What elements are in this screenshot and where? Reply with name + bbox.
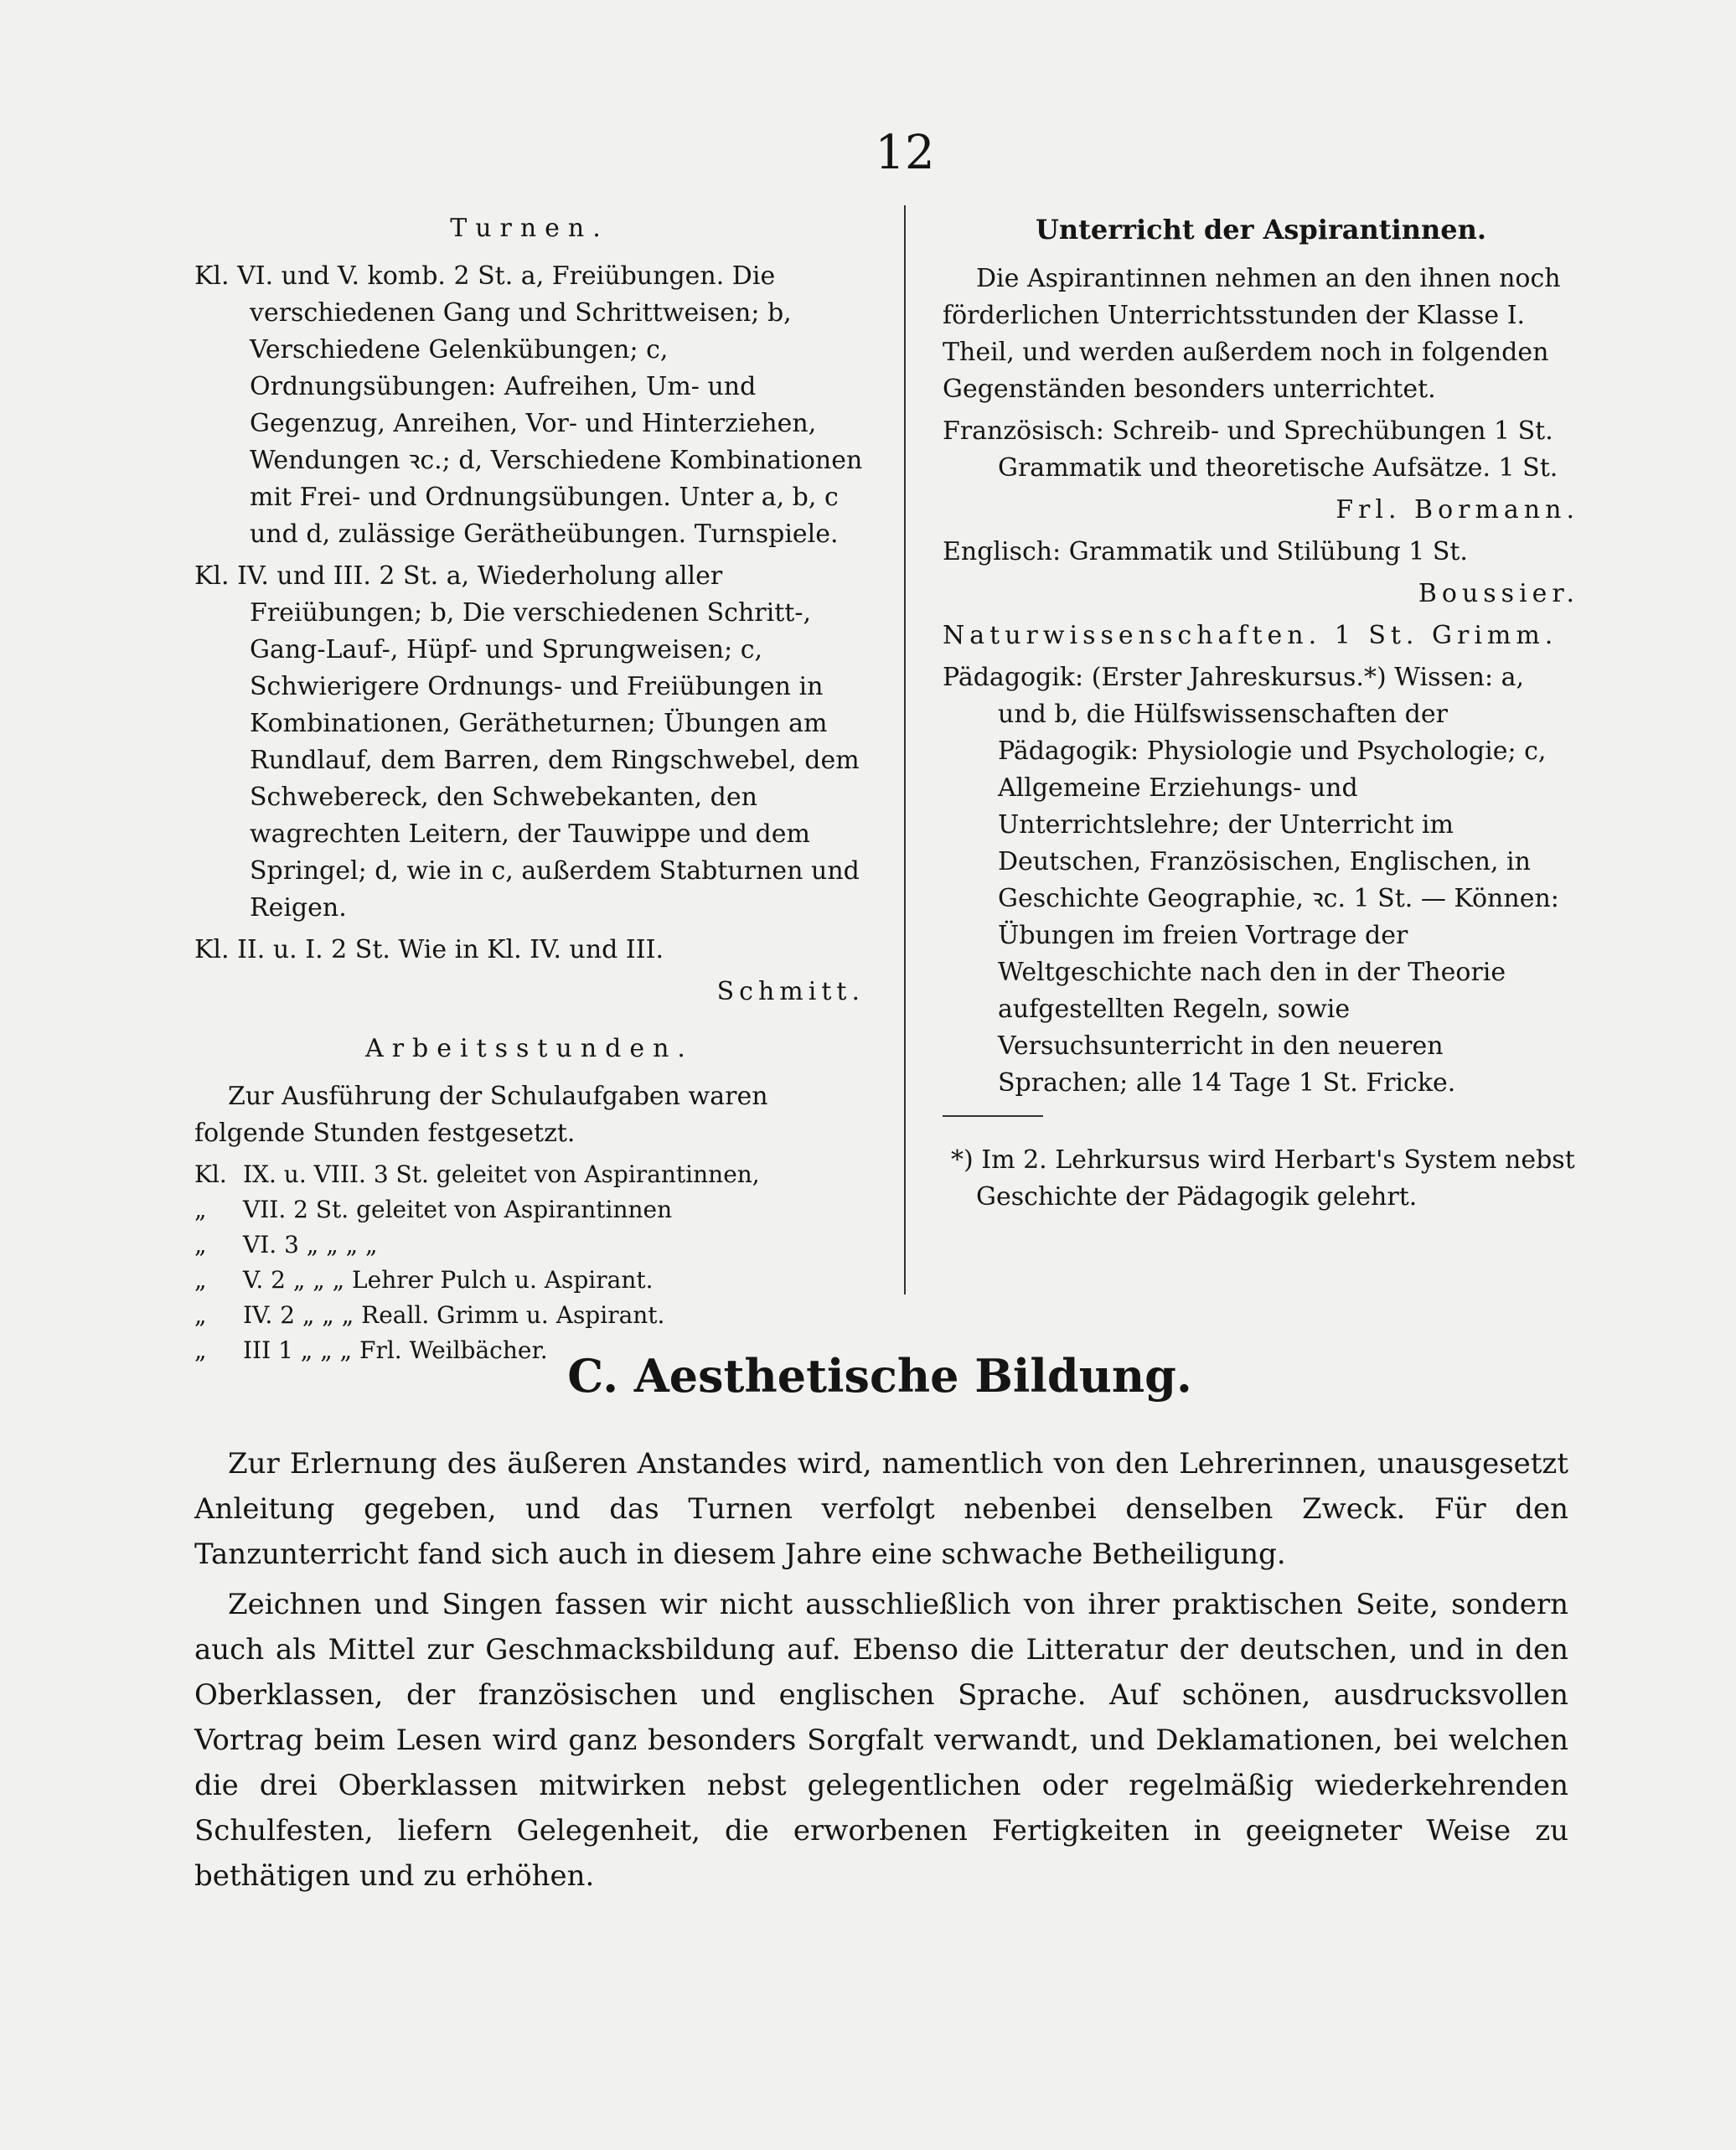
page-number: 12 [875,126,935,180]
section-c-heading: C. Aesthetische Bildung. [567,1349,1192,1403]
franzoesisch-entry: Französisch: Schreib- und Sprechübungen 1 St. Grammatik und theoretische Aufsätze. 1 St. [943,416,1558,483]
turnen-signature: Schmitt. [716,977,865,1006]
englisch-entry: Englisch: Grammatik und Stilübung 1 St. [943,537,1468,566]
hours-row: „ VII. 2 St. geleitet von Aspirantinnen [194,1196,673,1223]
column-divider [904,205,906,1295]
left-column [194,214,865,1368]
englisch-signature: Boussier. [1418,579,1579,608]
turnen-entry: Kl. IV. und III. 2 St. a, Wiederholung aller Freiübungen; b, Die verschiedenen Schritt-, Gang-Lauf-, Hüpf- und Sprungweisen; c, Schwierigere Ordnungs- und Freiübungen in Kombinationen, Gerätheturnen; Übungen am Rundlauf, dem Barren, dem Ringschwebel, dem Schwebereck, den Schwebekanten, den wagrechten Leitern, der Tauwippe und dem Springel; d, wie in c, außerdem Stabturnen und Reigen. [194,561,860,923]
right-column [943,214,1579,1241]
section-c-paragraph: Zeichnen und Singen fassen wir nicht ausschließlich von ihrer praktischen Seite, sondern auch als Mittel zur Geschmacksbildung auf. Ebenso die Litteratur der deutschen, und in den Oberklassen, der französischen und englischen Sprache. Auf schönen, ausdrucksvollen Vortrag beim Lesen wird ganz besonders Sorgfalt verwandt, und Deklamationen, bei welchen die drei Oberklassen mitwirken nebst gelegentlichen oder regelmäßig wiederkehrenden Schulfesten, liefern Gelegenheit, die erworbenen Fertigkeiten in geeigneter Weise zu bethätigen und zu erhöhen. [194,1588,1568,1893]
section-c-paragraph: Zur Erlernung des äußeren Anstandes wird, namentlich von den Lehrerinnen, unausgesetzt Anleitung gegeben, und das Turnen verfolgt nebenbei denselben Zweck. Für den Tanzunterricht fand sich auch in diesem Jahre eine schwache Betheiligung. [194,1447,1568,1571]
footnote-rule [943,1115,1043,1117]
paedagogik-entry: Pädagogik: (Erster Jahreskursus.*) Wissen: a, und b, die Hülfswissenschaften der Pädagogik: Physiologie und Psychologie; c, Allgemeine Erziehungs- und Unterrichtslehre; der Unterricht im Deutschen, Französischen, Englischen, in Geschichte Geographie, ꝛc. 1 St. — Können: Übungen im freien Vortrage der Weltgeschichte nach den in der Theorie aufgestellten Regeln, sowie Versuchsunterricht in den neueren Sprachen; alle 14 Tage 1 St. Fricke. [943,663,1559,1098]
arbeitsstunden-heading: Arbeitsstunden. [365,1034,694,1063]
footnote: *) Im 2. Lehrkursus wird Herbart's System nebst Geschichte der Pädagogik gelehrt. [951,1145,1575,1212]
hours-row: „ V. 2 „ „ „ Lehrer Pulch u. Aspirant. [194,1266,654,1294]
turnen-entry: Kl. VI. und V. komb. 2 St. a, Freiübungen. Die verschiedenen Gang und Schrittweisen; b, Verschiedene Gelenkübungen; c, Ordnungsübungen: Aufreihen, Um- und Gegenzug, Anreihen, Vor- und Hinterziehen, Wendungen ꝛc.; d, Verschiedene Kombinationen mit Frei- und Ordnungsübungen. Unter a, b, c und d, zulässige Gerätheübungen. Turnspiele. [194,261,863,549]
naturwissenschaften-entry: Naturwissenschaften. 1 St. Grimm. [943,621,1558,650]
hours-row: Kl. IX. u. VIII. 3 St. geleitet von Aspirantinnen, [194,1160,760,1188]
arbeitsstunden-table [194,1157,865,1368]
arbeitsstunden-intro: Zur Ausführung der Schulaufgaben waren folgende Stunden festgesetzt. [194,1082,768,1148]
section-c-body [194,1441,1568,1904]
turnen-entry: Kl. II. u. I. 2 St. Wie in Kl. IV. und III. [194,935,664,964]
turnen-heading: Turnen. [450,214,609,243]
hours-row: „ VI. 3 „ „ „ „ [194,1231,378,1258]
hours-row: „ III 1 „ „ „ Frl. Weilbächer. [194,1336,548,1364]
franzoesisch-signature: Frl. Bormann. [1336,495,1579,525]
aspirantinnen-heading: Unterricht der Aspirantinnen. [1035,214,1487,245]
hours-row: „ IV. 2 „ „ „ Reall. Grimm u. Aspirant. [194,1301,665,1329]
aspirantinnen-intro: Die Aspirantinnen nehmen an den ihnen noch förderlichen Unterrichtsstunden der Klasse I. Theil, und werden außerdem noch in folgenden Gegenständen besonders unterrichtet. [943,264,1561,404]
